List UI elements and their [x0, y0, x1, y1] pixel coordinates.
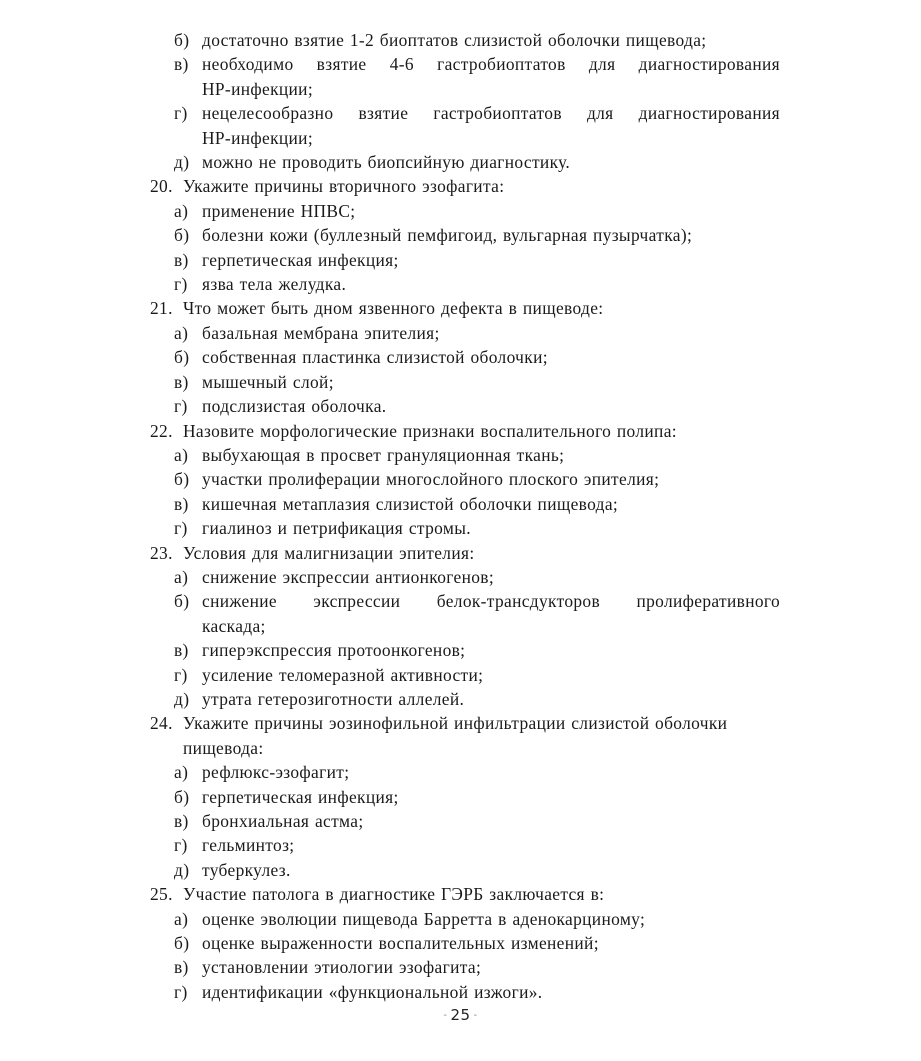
option-letter: г) [174, 835, 188, 856]
option-letter: д) [174, 688, 190, 709]
answer-option [150, 467, 780, 491]
option-text: утрата гетерозиготности аллелей. [202, 688, 465, 709]
answer-option [150, 955, 780, 979]
option-letter: б) [174, 30, 190, 50]
answer-option [150, 663, 780, 687]
option-text: язва тела желудка. [202, 274, 347, 295]
option-text-continuation: HP-инфекции; [202, 78, 314, 99]
option-letter: а) [174, 908, 189, 929]
option-text: участки пролиферации многослойного плоского эпителия; [202, 469, 660, 490]
option-letter: г) [174, 664, 188, 685]
question-line [150, 882, 780, 906]
indent-spacer [150, 736, 183, 760]
option-letter: б) [174, 347, 190, 368]
indent-spacer [174, 126, 202, 150]
question-line [150, 541, 780, 565]
question-line [150, 174, 780, 198]
page-number-dash-left: - [443, 1010, 448, 1021]
answer-option [150, 858, 780, 882]
answer-option [150, 394, 780, 418]
answer-option [150, 321, 780, 345]
option-letter: б) [174, 591, 190, 612]
option-text: гельминтоз; [202, 835, 295, 856]
option-letter: г) [174, 396, 188, 417]
answer-option [150, 223, 780, 247]
option-letter: в) [174, 249, 189, 270]
question-continuation-line [150, 736, 780, 760]
question-line [150, 711, 780, 735]
option-letter: г) [174, 518, 188, 539]
answer-option-continuation [150, 614, 780, 638]
question-text: Укажите причины эозинофильной инфильтрации слизистой оболочки [183, 713, 728, 734]
option-letter: б) [174, 786, 190, 807]
option-text-continuation: HP-инфекции; [202, 127, 314, 148]
answer-option [150, 443, 780, 467]
answer-option [150, 760, 780, 784]
answer-option [150, 150, 780, 174]
option-letter: в) [174, 640, 189, 661]
option-letter: в) [174, 957, 189, 978]
option-text: достаточно взятие 1-2 биоптатов слизистой оболочки пищевода; [202, 30, 707, 50]
option-text: болезни кожи (буллезный пемфигоид, вульгарная пузырчатка); [202, 225, 693, 246]
answer-option [150, 28, 780, 52]
answer-option [150, 199, 780, 223]
option-letter: б) [174, 225, 190, 246]
question-number: 22. [150, 420, 173, 441]
option-text: гиперэкспрессия протоонкогенов; [202, 640, 466, 661]
option-text: мышечный слой; [202, 371, 334, 392]
option-letter: в) [174, 811, 189, 831]
answer-option-continuation [150, 126, 780, 150]
option-text: оценке эволюции пищевода Барретта в аденокарциному; [202, 908, 646, 929]
option-letter: б) [174, 933, 190, 954]
answer-option [150, 272, 780, 296]
answer-option [150, 52, 780, 76]
question-list [150, 28, 780, 1004]
answer-option [150, 907, 780, 931]
option-text: бронхиальная астма; [202, 811, 364, 831]
question-number: 21. [150, 298, 173, 319]
answer-option [150, 687, 780, 711]
page-number [0, 1006, 921, 1024]
answer-option [150, 370, 780, 394]
answer-option [150, 565, 780, 589]
question-number: 20. [150, 176, 173, 197]
indent-spacer [174, 77, 202, 101]
question-text: Назовите морфологические признаки воспалительного полипа: [183, 420, 677, 441]
answer-option [150, 248, 780, 272]
question-text: Условия для малигнизации эпителия: [183, 542, 475, 563]
answer-option [150, 980, 780, 1004]
option-text: необходимо взятие 4-6 гастробиоптатов для диагностирования [202, 54, 780, 75]
option-text: подслизистая оболочка. [202, 396, 387, 417]
answer-option [150, 833, 780, 857]
answer-option [150, 638, 780, 662]
option-letter: б) [174, 469, 190, 490]
answer-option-continuation [150, 77, 780, 101]
option-letter: д) [174, 859, 190, 880]
option-text: герпетическая инфекция; [202, 249, 399, 270]
option-text: туберкулез. [202, 859, 291, 880]
question-number: 24. [150, 713, 173, 734]
question-number: 25. [150, 884, 173, 905]
option-text: идентификации «функциональной изжоги». [202, 981, 543, 1002]
option-letter: а) [174, 200, 189, 221]
page-number-value: 25 [450, 1006, 471, 1024]
question-number: 23. [150, 542, 173, 563]
option-text: собственная пластинка слизистой оболочки; [202, 347, 548, 368]
option-letter: г) [174, 274, 188, 295]
option-letter: в) [174, 371, 189, 392]
option-letter: а) [174, 566, 189, 587]
answer-option [150, 492, 780, 516]
indent-spacer [174, 614, 202, 638]
question-text: Что может быть дном язвенного дефекта в пищеводе: [183, 298, 604, 319]
option-text-continuation: каскада; [202, 615, 266, 636]
option-text: рефлюкс-эзофагит; [202, 762, 350, 783]
option-text: снижение экспрессии антионкогенов; [202, 566, 495, 587]
answer-option [150, 101, 780, 125]
option-letter: а) [174, 444, 189, 465]
option-text: можно не проводить биопсийную диагностику. [202, 152, 571, 173]
option-text: оценке выраженности воспалительных изменений; [202, 933, 599, 954]
question-line [150, 296, 780, 320]
answer-option [150, 809, 780, 833]
answer-option [150, 345, 780, 369]
option-text: нецелесообразно взятие гастробиоптатов для диагностирования [202, 103, 780, 124]
option-text: установлении этиологии эзофагита; [202, 957, 482, 978]
option-letter: в) [174, 54, 189, 75]
question-text: Укажите причины вторичного эзофагита: [183, 176, 505, 197]
answer-option [150, 589, 780, 613]
option-text: базальная мембрана эпителия; [202, 322, 440, 343]
option-text: снижение экспрессии белок-трансдукторов пролиферативного [202, 591, 780, 612]
option-text: кишечная метаплазия слизистой оболочки пищевода; [202, 493, 619, 514]
question-line [150, 419, 780, 443]
answer-option [150, 516, 780, 540]
option-letter: а) [174, 762, 189, 783]
option-text: применение НПВС; [202, 200, 356, 221]
answer-option [150, 931, 780, 955]
option-text: герпетическая инфекция; [202, 786, 399, 807]
option-letter: а) [174, 322, 189, 343]
option-text: усиление теломеразной активности; [202, 664, 484, 685]
question-text-continuation: пищевода: [183, 737, 264, 758]
option-letter: в) [174, 493, 189, 514]
option-letter: г) [174, 981, 188, 1002]
answer-option [150, 785, 780, 809]
option-text: выбухающая в просвет грануляционная ткань; [202, 444, 565, 465]
page-number-dash-right: - [473, 1010, 478, 1021]
question-text: Участие патолога в диагностике ГЭРБ заключается в: [183, 884, 605, 905]
option-letter: г) [174, 103, 188, 124]
option-letter: д) [174, 152, 190, 173]
option-text: гиалиноз и петрификация стромы. [202, 518, 471, 539]
